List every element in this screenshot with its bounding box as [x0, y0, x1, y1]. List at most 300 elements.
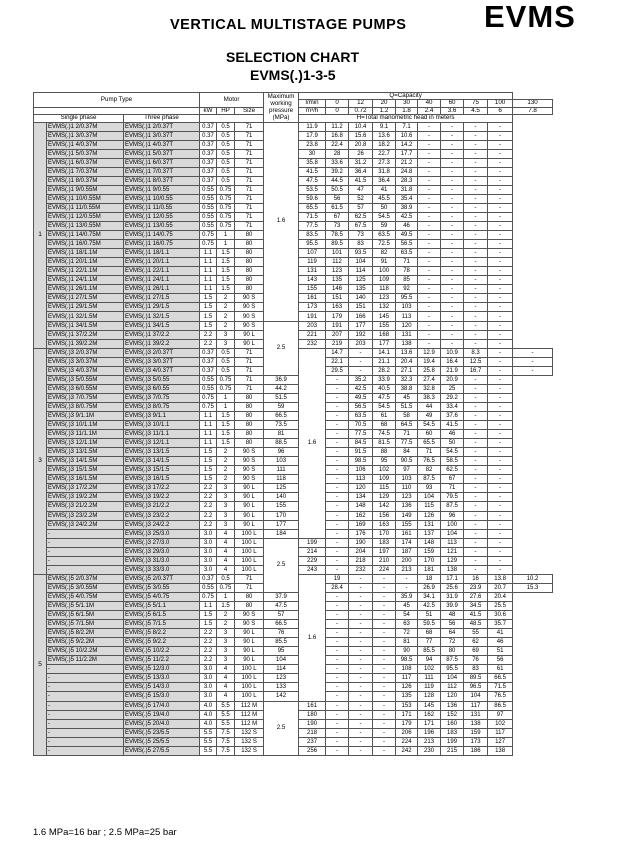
head-value: 108 [396, 665, 418, 674]
three-phase-model: EVMS(.)1 10/0.55 [124, 194, 200, 203]
head-value: - [488, 511, 513, 520]
single-phase-model: EVMS(.)1 39/2.2M [47, 339, 124, 348]
head-value: 171 [418, 719, 441, 728]
motor-size: 90 S [235, 303, 264, 312]
head-value: 42.5 [418, 601, 441, 610]
head-value: 10.2 [513, 574, 553, 583]
head-value: - [418, 258, 441, 267]
motor-size: 80 [235, 231, 264, 240]
three-phase-model: EVMS(.)1 26/1.1 [124, 285, 200, 294]
head-value: 22.1 [326, 357, 349, 366]
head-value: 82 [418, 466, 441, 475]
head-value: 38.8 [396, 384, 418, 393]
motor-kw: 0.37 [200, 348, 217, 357]
m3h-value: 4.5 [464, 107, 488, 114]
head-value: - [326, 656, 349, 665]
head-value: - [349, 601, 373, 610]
head-value: - [464, 511, 488, 520]
head-value: 28.2 [373, 366, 396, 375]
motor-size: 90 S [235, 294, 264, 303]
head-value: 162 [349, 511, 373, 520]
motor-hp: 7.5 [217, 737, 235, 746]
single-phase-model: EVMS(.)3 6/0.55M [47, 384, 124, 393]
head-value: 50.5 [326, 185, 349, 194]
head-note-header: H=Total manometric head in meters [299, 115, 513, 122]
head-value: - [488, 366, 513, 375]
three-phase-model: EVMS(.)3 25/3.0 [124, 529, 200, 538]
head-value: 72 [396, 629, 418, 638]
motor-kw: 1.5 [200, 294, 217, 303]
head-value: 163 [373, 520, 396, 529]
head-value: - [418, 203, 441, 212]
head-value: - [488, 520, 513, 529]
head-value: 97 [396, 466, 418, 475]
head-value: - [441, 303, 464, 312]
three-phase-model: EVMS(.)3 10/1.1 [124, 421, 200, 430]
motor-kw: 0.37 [200, 131, 217, 140]
head-value: - [373, 746, 396, 755]
head-value: 96.5 [464, 683, 488, 692]
three-phase-model: EVMS(.)5 27/5.5 [124, 746, 200, 755]
head-value: 186 [464, 746, 488, 755]
head-value: - [441, 149, 464, 158]
head-value: 61.5 [326, 203, 349, 212]
motor-hp: 4 [217, 538, 235, 547]
head-value: - [488, 158, 513, 167]
head-value: 114 [349, 267, 373, 276]
head-value: 131 [464, 710, 488, 719]
three-phase-model: EVMS(.)3 8/0.75 [124, 402, 200, 411]
head-value: 17.9 [299, 131, 326, 140]
head-value: 155 [396, 520, 418, 529]
head-value: - [373, 601, 396, 610]
page-title: VERTICAL MULTISTAGE PUMPS [170, 17, 407, 33]
motor-size: 90 S [235, 466, 264, 475]
head-value: - [464, 339, 488, 348]
head-value: - [396, 583, 418, 592]
head-value: 134 [349, 493, 373, 502]
head-value: 133 [264, 683, 299, 692]
motor-size: 90 S [235, 457, 264, 466]
motor-hp: 0.75 [217, 185, 235, 194]
motor-size: 90 L [235, 656, 264, 665]
head-value: 128 [418, 692, 441, 701]
table-row [34, 122, 553, 131]
head-value: - [488, 565, 513, 574]
head-value: 214 [299, 547, 326, 556]
motor-hp: 2 [217, 303, 235, 312]
head-value: 106 [349, 466, 373, 475]
head-value: 25 [441, 384, 464, 393]
head-value: 93 [418, 484, 441, 493]
motor-hp: 4 [217, 674, 235, 683]
head-value: 192 [349, 330, 373, 339]
motor-size: 71 [235, 583, 264, 592]
table-row [34, 629, 553, 638]
single-phase-model: EVMS(.)3 9/1.1M [47, 412, 124, 421]
head-value: 32.8 [418, 384, 441, 393]
table-row [34, 448, 553, 457]
motor-size: 90 L [235, 511, 264, 520]
head-value: 206 [396, 728, 418, 737]
head-value: 45.5 [373, 194, 396, 203]
head-value: 135 [396, 692, 418, 701]
head-value: 114 [264, 665, 299, 674]
head-value: - [464, 240, 488, 249]
head-value: 23.9 [464, 583, 488, 592]
head-value: 215 [441, 746, 464, 755]
head-value: - [373, 620, 396, 629]
head-value: - [418, 149, 441, 158]
motor-size: 90 S [235, 321, 264, 330]
head-value: - [441, 321, 464, 330]
head-value: - [326, 601, 349, 610]
single-phase-model: EVMS(.)3 8/0.75M [47, 402, 124, 411]
head-value: 219 [326, 339, 349, 348]
head-value: - [326, 538, 349, 547]
three-phase-model: EVMS(.)3 11/1.1 [124, 430, 200, 439]
head-value: 170 [418, 556, 441, 565]
three-phase-model: EVMS(.)5 8/2.2 [124, 629, 200, 638]
head-value: 117 [396, 674, 418, 683]
table-row [34, 484, 553, 493]
head-value: 113 [349, 475, 373, 484]
head-value: 31.8 [396, 185, 418, 194]
head-value: - [488, 493, 513, 502]
head-value: 143 [299, 276, 326, 285]
head-value: 151 [349, 303, 373, 312]
motor-kw: 2.2 [200, 493, 217, 502]
motor-hp: 1.5 [217, 439, 235, 448]
head-value: 8.3 [464, 348, 488, 357]
single-phase-model: EVMS(.)3 13/1.5M [47, 448, 124, 457]
head-value: 126 [418, 511, 441, 520]
motor-hp: 0.5 [217, 176, 235, 185]
head-value: - [418, 122, 441, 131]
head-value: - [349, 647, 373, 656]
single-phase-model: EVMS(.)1 10/0.55M [47, 194, 124, 203]
motor-hp: 3 [217, 511, 235, 520]
head-value: - [488, 149, 513, 158]
motor-size: 80 [235, 240, 264, 249]
head-value: 92 [396, 285, 418, 294]
head-value: 21.9 [441, 366, 464, 375]
three-phase-model: EVMS(.)1 11/0.55 [124, 203, 200, 212]
head-value: - [464, 249, 488, 258]
single-phase-model: EVMS(.)1 32/1.5M [47, 312, 124, 321]
motor-hp: 1.5 [217, 601, 235, 610]
motor-size: 100 L [235, 565, 264, 574]
head-value: 36.9 [264, 375, 299, 384]
head-value: 229 [299, 556, 326, 565]
head-value: - [373, 647, 396, 656]
head-value: - [373, 710, 396, 719]
head-value: - [441, 122, 464, 131]
head-value: 29.2 [441, 393, 464, 402]
motor-size: 112 M [235, 710, 264, 719]
head-value: - [441, 222, 464, 231]
head-value: 197 [373, 547, 396, 556]
max-pressure-value: 2.5 [264, 701, 299, 755]
single-phase-model: EVMS(.)3 7/0.75M [47, 393, 124, 402]
head-value: - [373, 629, 396, 638]
motor-kw: 0.37 [200, 140, 217, 149]
motor-size: 90 S [235, 620, 264, 629]
head-value: - [464, 439, 488, 448]
head-value: 53.5 [299, 185, 326, 194]
head-value: 59.6 [299, 194, 326, 203]
motor-hp: 0.75 [217, 212, 235, 221]
head-value: 138 [488, 746, 513, 755]
head-value: 56.5 [349, 402, 373, 411]
head-value: 63.5 [396, 249, 418, 258]
head-value: 59.5 [418, 620, 441, 629]
head-value: - [349, 728, 373, 737]
head-value: 161 [299, 294, 326, 303]
series-group-label: 1 [34, 122, 47, 348]
three-phase-model: EVMS(.)3 12/1.1 [124, 439, 200, 448]
head-value: - [326, 520, 349, 529]
head-value: - [326, 448, 349, 457]
head-value: - [464, 529, 488, 538]
motor-kw: 2.2 [200, 484, 217, 493]
head-value: - [441, 267, 464, 276]
head-value: 210 [373, 556, 396, 565]
head-value: 104 [441, 674, 464, 683]
max-pressure-value: 2.5 [264, 321, 299, 375]
motor-hp: 2 [217, 321, 235, 330]
head-value: 125 [349, 276, 373, 285]
three-phase-model: EVMS(.)3 23/2.2 [124, 511, 200, 520]
head-value: 89.5 [464, 674, 488, 683]
head-value: - [349, 629, 373, 638]
head-value: 56.5 [396, 240, 418, 249]
head-value: - [464, 412, 488, 421]
head-value: 95.5 [441, 665, 464, 674]
head-value: 67.5 [349, 222, 373, 231]
head-value: 11.9 [299, 122, 326, 131]
head-value: 7.1 [396, 122, 418, 131]
motor-kw: 0.37 [200, 158, 217, 167]
lmin-value: 40 [418, 100, 441, 107]
motor-hp: 1.5 [217, 267, 235, 276]
head-value: - [441, 140, 464, 149]
table-row [34, 656, 553, 665]
head-value: 28 [326, 149, 349, 158]
motor-size: 100 L [235, 683, 264, 692]
head-value: - [326, 439, 349, 448]
head-value: 45 [396, 601, 418, 610]
head-value: 15.3 [513, 583, 553, 592]
motor-kw: 3.0 [200, 529, 217, 538]
head-value: 136 [441, 701, 464, 710]
head-value: 76.5 [418, 457, 441, 466]
head-value: - [326, 393, 349, 402]
single-phase-model: EVMS(.)1 2/0.37M [47, 122, 124, 131]
head-value: - [418, 167, 441, 176]
m3h-value: 0.72 [349, 107, 373, 114]
head-value: - [373, 592, 396, 601]
motor-kw: 0.37 [200, 167, 217, 176]
head-value: - [488, 547, 513, 556]
head-value: - [488, 348, 513, 357]
head-value: 66.5 [264, 412, 299, 421]
head-value: - [441, 158, 464, 167]
motor-hp: 4 [217, 565, 235, 574]
head-value: - [326, 611, 349, 620]
head-value: 120 [349, 484, 373, 493]
head-value: - [488, 185, 513, 194]
head-value: - [488, 176, 513, 185]
motor-kw: 0.55 [200, 194, 217, 203]
head-value: - [488, 330, 513, 339]
head-value: - [326, 493, 349, 502]
motor-size: 90 L [235, 638, 264, 647]
head-value: 179 [396, 719, 418, 728]
head-value: 104 [464, 692, 488, 701]
head-value: 173 [464, 737, 488, 746]
head-value: - [418, 276, 441, 285]
head-value: 117 [464, 701, 488, 710]
three-phase-model: EVMS(.)5 17/4.0 [124, 701, 200, 710]
head-value: 87.5 [441, 656, 464, 665]
chart-subtitle: EVMS(.)1-3-5 [250, 67, 336, 83]
head-value: 199 [299, 538, 326, 547]
head-value: 58 [396, 412, 418, 421]
head-value: - [441, 276, 464, 285]
motor-kw: 2.2 [200, 647, 217, 656]
head-value: 39.2 [326, 167, 349, 176]
head-value: - [349, 366, 373, 375]
motor-size: 71 [235, 384, 264, 393]
head-value: 33.9 [373, 375, 396, 384]
head-value: 88.5 [264, 439, 299, 448]
head-value: - [464, 212, 488, 221]
motor-hp: 0.75 [217, 583, 235, 592]
head-value: 176 [349, 529, 373, 538]
head-value: - [464, 321, 488, 330]
motor-size: 100 L [235, 692, 264, 701]
motor-hp: 2 [217, 457, 235, 466]
table-row [34, 430, 553, 439]
head-value: 115 [373, 484, 396, 493]
head-value: - [441, 240, 464, 249]
motor-size: 80 [235, 285, 264, 294]
series-group-label: 3 [34, 348, 47, 574]
head-value: 196 [418, 728, 441, 737]
lmin-value: 12 [349, 100, 373, 107]
motor-hp: 2 [217, 611, 235, 620]
footer-note: 1.6 MPa=16 bar ; 2.5 MPa=25 bar [33, 827, 177, 838]
head-value: 131 [299, 267, 326, 276]
three-phase-model: EVMS(.)1 5/0.37T [124, 149, 200, 158]
motor-hp: 1.5 [217, 249, 235, 258]
head-value: 22.4 [326, 140, 349, 149]
head-value: 35.8 [299, 158, 326, 167]
single-phase-model: EVMS(.)3 12/1.1M [47, 439, 124, 448]
motor-kw: 1.1 [200, 412, 217, 421]
motor-hp: 3 [217, 484, 235, 493]
head-value: 103 [264, 457, 299, 466]
single-phase-model: EVMS(.)1 5/0.37M [47, 149, 124, 158]
head-value: 46 [441, 430, 464, 439]
head-value: 174 [396, 538, 418, 547]
head-value: 42.5 [349, 384, 373, 393]
motor-kw: 1.1 [200, 421, 217, 430]
head-value: 104 [441, 529, 464, 538]
head-value: 15.6 [349, 131, 373, 140]
head-value: - [418, 131, 441, 140]
head-value: 21.1 [373, 357, 396, 366]
head-value: 129 [373, 493, 396, 502]
motor-kw: 0.75 [200, 240, 217, 249]
head-value: - [488, 457, 513, 466]
head-value: 104 [264, 656, 299, 665]
table-row [34, 611, 553, 620]
head-value: - [464, 421, 488, 430]
head-value: - [513, 348, 553, 357]
table-body [34, 122, 553, 755]
head-value: 71.5 [488, 683, 513, 692]
head-value: 169 [349, 520, 373, 529]
head-value: 31.8 [373, 167, 396, 176]
motor-hp: 3 [217, 647, 235, 656]
three-phase-model: EVMS(.)1 4/0.37T [124, 140, 200, 149]
head-value: 112 [441, 683, 464, 692]
single-phase-model: EVMS(.)1 4/0.37M [47, 140, 124, 149]
head-value: 73 [326, 222, 349, 231]
head-value: - [464, 258, 488, 267]
m3h-value: 0 [326, 107, 349, 114]
head-value: 125 [264, 484, 299, 493]
motor-size: 90 L [235, 493, 264, 502]
head-value: 48 [441, 611, 464, 620]
single-phase-model: - [47, 547, 124, 556]
head-value: - [418, 185, 441, 194]
head-value: 57 [349, 203, 373, 212]
three-phase-model: EVMS(.)3 4/0.37T [124, 366, 200, 375]
head-value: - [349, 674, 373, 683]
motor-kw: 1.5 [200, 620, 217, 629]
head-value: 11.2 [326, 122, 349, 131]
max-pressure-value: 1.6 [299, 348, 326, 538]
head-value: - [488, 412, 513, 421]
head-value: 136 [396, 502, 418, 511]
head-value: 41 [373, 185, 396, 194]
head-value: 71 [441, 484, 464, 493]
head-value: - [349, 638, 373, 647]
three-phase-model: EVMS(.)3 24/2.2 [124, 520, 200, 529]
head-value: 84 [396, 448, 418, 457]
head-value: - [464, 484, 488, 493]
single-phase-model: EVMS(.)1 24/1.1M [47, 276, 124, 285]
motor-hp: 3 [217, 656, 235, 665]
head-value: 80 [441, 647, 464, 656]
head-value: 242 [396, 746, 418, 755]
motor-size: 80 [235, 430, 264, 439]
head-value: 68 [373, 421, 396, 430]
head-value: 81 [396, 638, 418, 647]
head-value: - [464, 520, 488, 529]
head-value: 77.5 [299, 222, 326, 231]
single-phase-model: EVMS(.)1 27/1.5M [47, 294, 124, 303]
motor-hp: 2 [217, 294, 235, 303]
motor-hp: 3 [217, 638, 235, 647]
head-value: 13.6 [373, 131, 396, 140]
head-value: 55 [464, 629, 488, 638]
head-value: 31.2 [349, 158, 373, 167]
three-phase-header: Three phase [124, 115, 200, 122]
